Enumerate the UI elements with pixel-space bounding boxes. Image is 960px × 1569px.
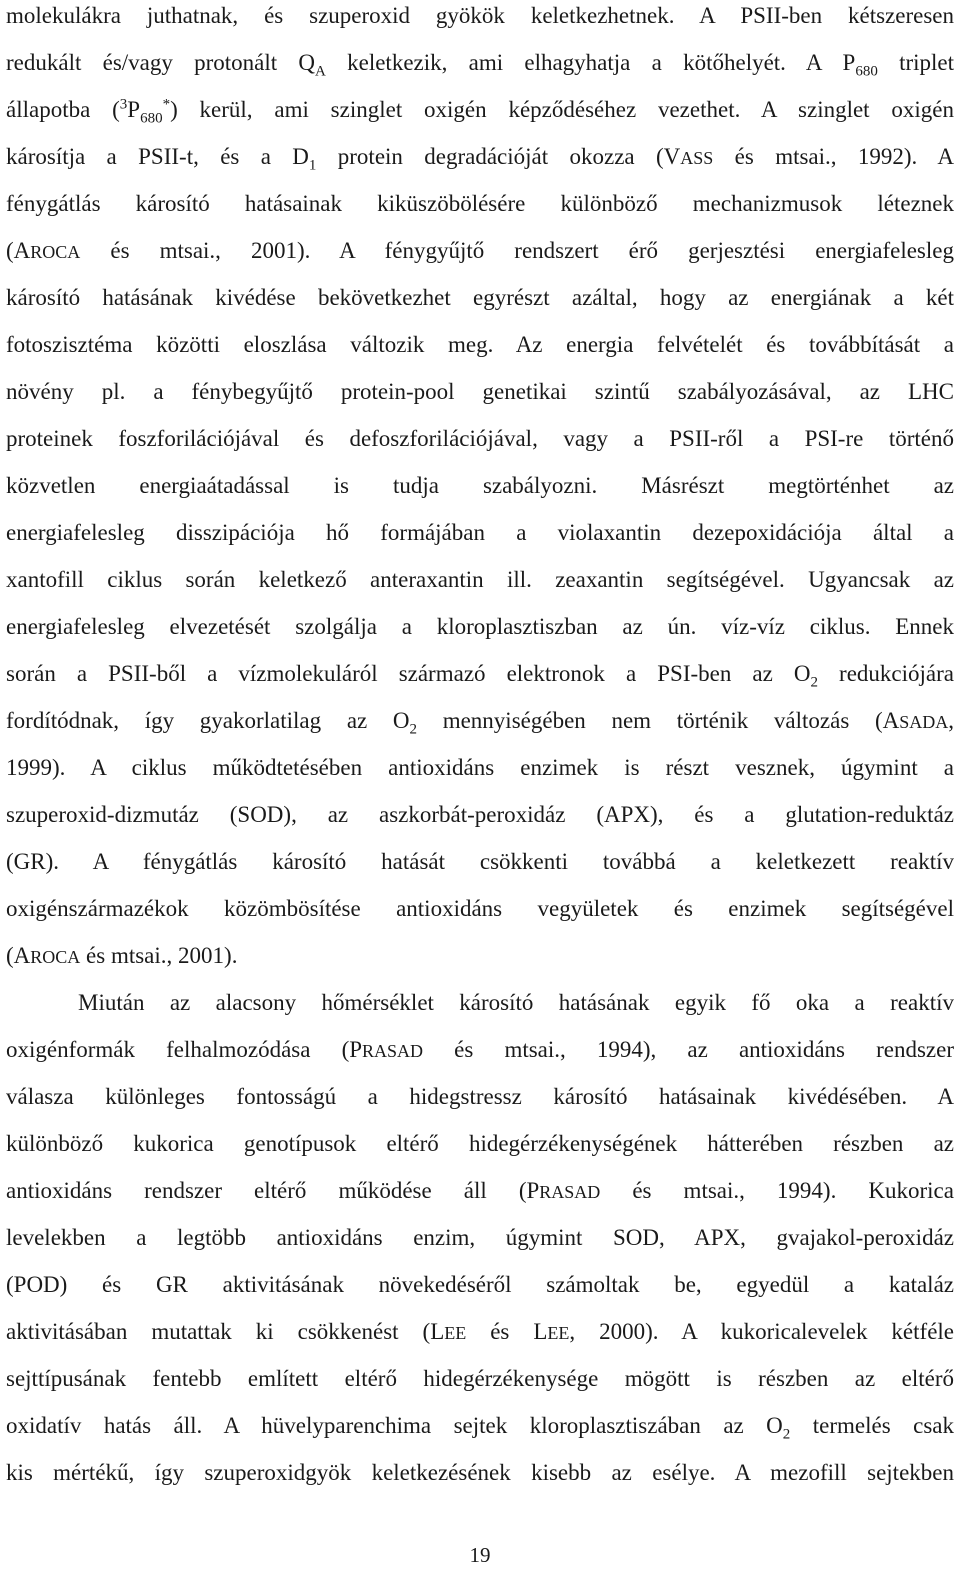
text-line [6, 142, 954, 172]
text-run: közvetlen energiaátadással is tudja szabályozni. Másrészt megtörténhet az [6, 473, 954, 498]
text-line [6, 424, 954, 454]
text-line [6, 1364, 954, 1394]
text-line [6, 236, 954, 266]
text-line [6, 941, 954, 971]
text-line [6, 377, 954, 407]
text-run: válasza különleges fontosságú a hidegstressz károsító hatásainak kivédésében. A [6, 1084, 954, 1109]
text-run: sejttípusának fentebb említett eltérő hidegérzékenysége mögött is részben az eltérő [6, 1366, 954, 1391]
superscript: * [162, 96, 171, 113]
text-line [6, 706, 954, 736]
text-run: és L [466, 1319, 548, 1344]
text-line [6, 95, 954, 125]
page-number: 19 [469, 1543, 491, 1567]
subscript: 2 [782, 1426, 791, 1443]
text-line [6, 1176, 954, 1206]
text-line [6, 565, 954, 595]
subscript: 2 [409, 721, 418, 738]
text-line [6, 1, 954, 31]
text-line [6, 518, 954, 548]
text-run: redukált és/vagy protonált Q [6, 50, 316, 75]
text-line [6, 1129, 954, 1159]
text-run: szuperoxid-dizmutáz (SOD), az aszkorbát-peroxidáz (APX), és a glutation-reduktáz [6, 802, 954, 827]
text-run: és mtsai., 1994), az antioxidáns rendszer [423, 1037, 954, 1062]
text-run: keletkezik, ami elhagyhatja a kötőhelyét. A P [325, 50, 856, 75]
text-line [6, 1082, 954, 1112]
text-run: triplet [877, 50, 954, 75]
text-run: molekulákra juthatnak, és szuperoxid gyökök keletkezhetnek. A PSII-ben kétszeresen [6, 3, 954, 28]
text-run: oxigénszármazékok közömbösítése antioxidáns vegyületek és enzimek segítségével [6, 896, 954, 921]
text-run: redukciójára [818, 661, 954, 686]
text-line [6, 330, 954, 360]
small-caps-run: RASAD [362, 1041, 424, 1061]
text-run: (POD) és GR aktivitásának növekedéséről számoltak be, egyedül a kataláz [6, 1272, 954, 1297]
text-run: fénygátlás károsító hatásainak kiküszöbölésére különböző mechanizmusok léteznek [6, 191, 954, 216]
text-line [6, 847, 954, 877]
text-run: protein degradációját okozza (V [316, 144, 681, 169]
text-run: energiafelesleg disszipációja hő formájában a violaxantin dezepoxidációja által a [6, 520, 954, 545]
text-run: proteinek foszforilációjával és defoszforilációjával, vagy a PSII-ről a PSI-re történő [6, 426, 954, 451]
text-line [6, 1317, 954, 1347]
text-run: (GR). A fénygátlás károsító hatását csökkenti továbbá a keletkezett reaktív [6, 849, 954, 874]
text-line [6, 894, 954, 924]
text-line [6, 1223, 954, 1253]
small-caps-run: SADA [899, 712, 949, 732]
text-run: levelekben a legtöbb antioxidáns enzim, úgymint SOD, APX, gvajakol-peroxidáz [6, 1225, 954, 1250]
small-caps-run: EE [444, 1323, 467, 1343]
text-run: és mtsai., 2001). [80, 943, 238, 968]
small-caps-run: EE [547, 1323, 570, 1343]
small-caps-run: ROCA [30, 242, 81, 262]
small-caps-run: ASS [680, 148, 714, 168]
subscript: 1 [308, 157, 317, 174]
text-run: károsítja a PSII-t, és a D [6, 144, 309, 169]
superscript: 3 [119, 96, 128, 113]
text-line [6, 471, 954, 501]
subscript: A [315, 63, 326, 80]
text-run: különböző kukorica genotípusok eltérő hidegérzékenységének hátterében részben az [6, 1131, 954, 1156]
text-line [6, 612, 954, 642]
text-run: állapotba ( [6, 97, 120, 122]
subscript: 680 [140, 110, 163, 127]
text-line [6, 659, 954, 689]
text-line [6, 1458, 954, 1488]
small-caps-run: ROCA [30, 947, 81, 967]
text-line [78, 988, 954, 1018]
text-run: fordítódnak, így gyakorlatilag az O [6, 708, 410, 733]
text-line [6, 1270, 954, 1300]
text-run: termelés csak [790, 1413, 954, 1438]
text-run: oxigénformák felhalmozódása (P [6, 1037, 363, 1062]
text-run: oxidatív hatás áll. A hüvelyparenchima sejtek kloroplasztiszában az O [6, 1413, 783, 1438]
text-run: és mtsai., 2001). A fénygyűjtő rendszert érő gerjesztési energiafelesleg [80, 238, 954, 263]
text-run: mennyiségében nem történik változás (A [417, 708, 900, 733]
text-run: fotoszisztéma közötti eloszlása változik meg. Az energia felvételét és továbbítását a [6, 332, 954, 357]
text-line [6, 753, 954, 783]
text-run: energiafelesleg elvezetését szolgálja a kloroplasztiszban az ún. víz-víz ciklus. Ennek [6, 614, 954, 639]
text-run: és mtsai., 1992). A [713, 144, 954, 169]
text-run: , 2000). A kukoricalevelek kétféle [569, 1319, 954, 1344]
text-run: Miután az alacsony hőmérséklet károsító hatásának egyik fő oka a reaktív [78, 990, 954, 1015]
text-line [6, 1035, 954, 1065]
text-run: P [127, 97, 141, 122]
text-run: kis mértékű, így szuperoxidgyök keletkezésének kisebb az esélye. A mezofill sejtekben [6, 1460, 954, 1485]
text-line [6, 800, 954, 830]
text-line [6, 48, 954, 78]
text-run: , [948, 708, 955, 733]
text-run: 1999). A ciklus működtetésében antioxidáns enzimek is részt vesznek, úgymint a [6, 755, 954, 780]
text-run: (A [6, 238, 31, 263]
text-line [6, 1411, 954, 1441]
small-caps-run: RASAD [539, 1182, 601, 1202]
text-line [6, 189, 954, 219]
text-run: aktivitásában mutattak ki csökkenést (L [6, 1319, 445, 1344]
text-run: xantofill ciklus során keletkező anteraxantin ill. zeaxantin segítségével. Ugyancsak az [6, 567, 954, 592]
text-run: során a PSII-ből a vízmolekuláról származó elektronok a PSI-ben az O [6, 661, 811, 686]
text-run: károsító hatásának kivédése bekövetkezhet egyrészt azáltal, hogy az energiának a két [6, 285, 954, 310]
subscript: 2 [810, 674, 818, 691]
text-line [6, 283, 954, 313]
text-run: (A [6, 943, 31, 968]
text-run: és mtsai., 1994). Kukorica [600, 1178, 954, 1203]
subscript: 680 [855, 63, 878, 80]
text-run: antioxidáns rendszer eltérő működése áll (P [6, 1178, 540, 1203]
text-run: ) kerül, ami szinglet oxigén képződéséhez vezethet. A szinglet oxigén [170, 97, 954, 122]
text-run: növény pl. a fénybegyűjtő protein-pool genetikai szintű szabályozásával, az LHC [6, 379, 954, 404]
